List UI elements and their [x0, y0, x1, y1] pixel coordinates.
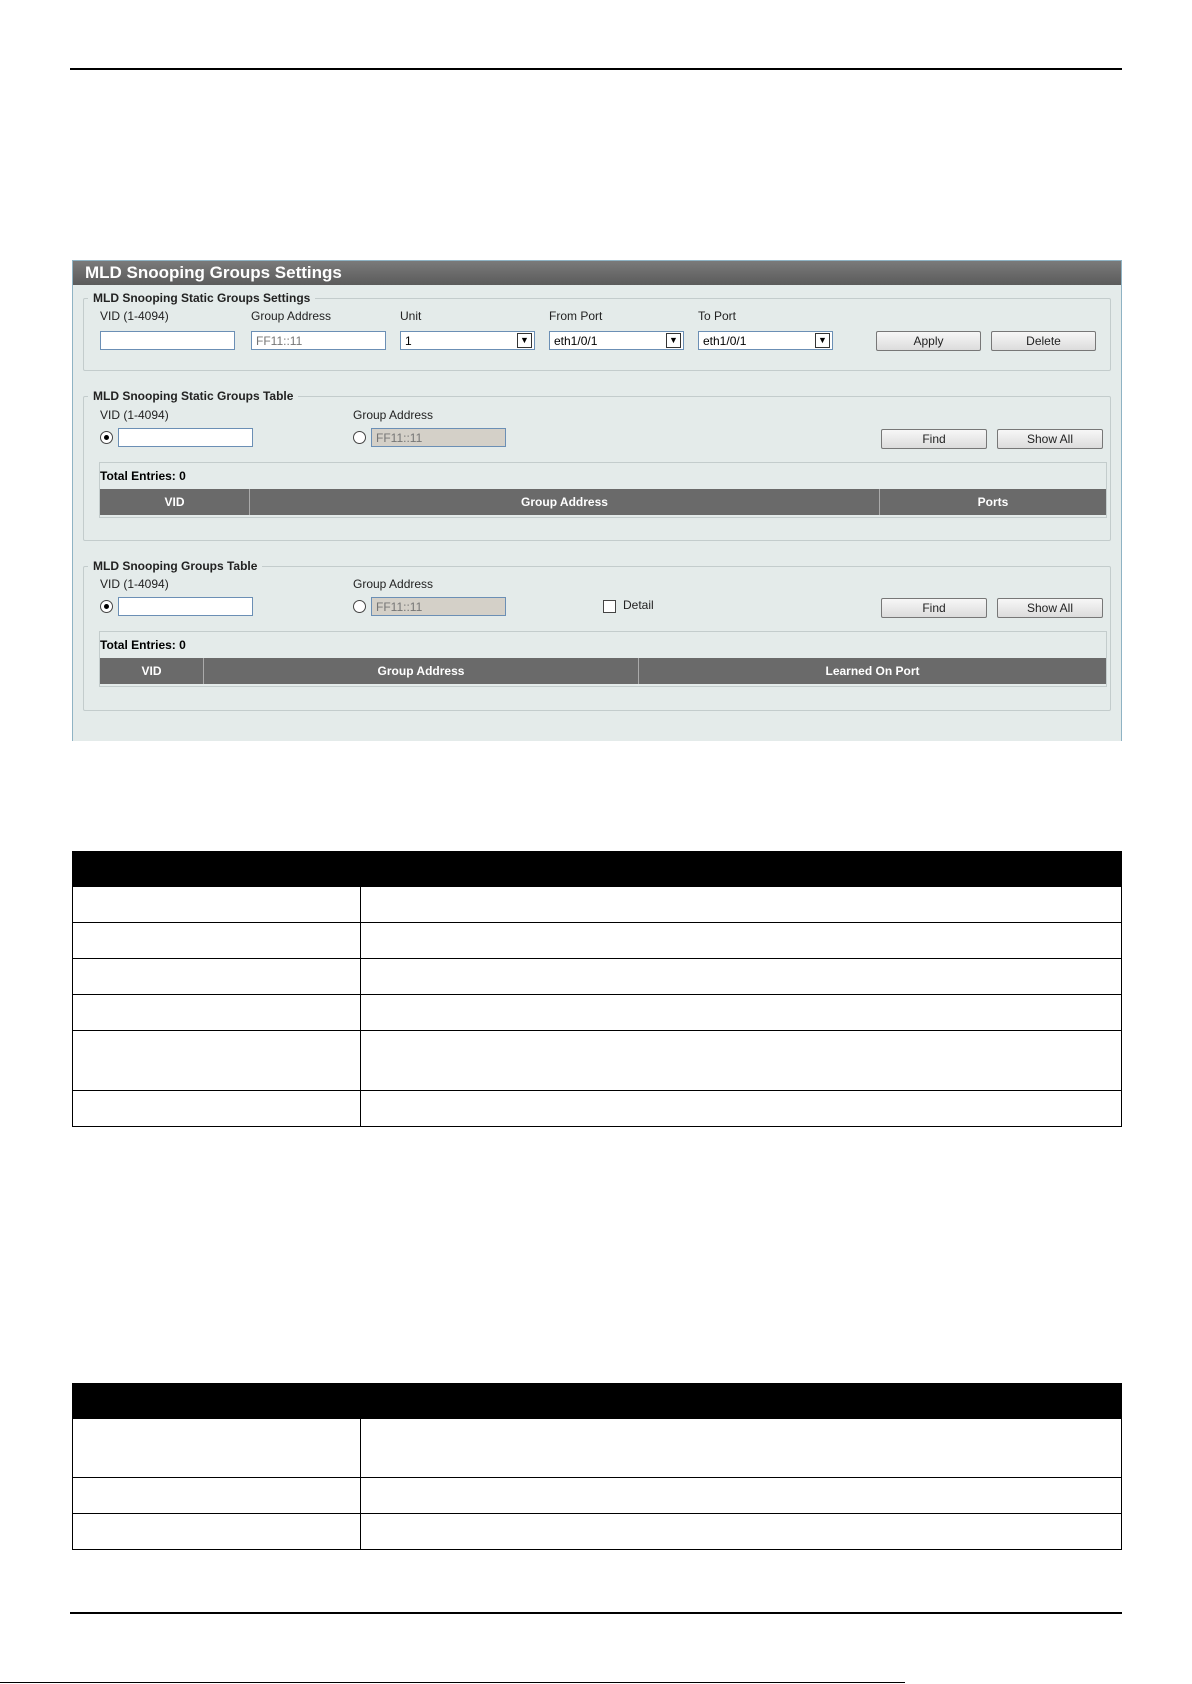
groups-table-group-label: Group Address	[353, 577, 434, 591]
groups-table-group-radio[interactable]	[353, 600, 366, 613]
chevron-down-icon: ▼	[517, 333, 532, 348]
table-row	[73, 1419, 1122, 1478]
mld-snooping-groups-panel	[72, 260, 1122, 741]
static-table-vid-input[interactable]	[118, 428, 253, 447]
delete-button[interactable]: Delete	[991, 331, 1096, 351]
table-row	[73, 1478, 1122, 1514]
parameter-table-2	[72, 1383, 1122, 1550]
detail-label: Detail	[623, 598, 654, 612]
static-table-vid-radio[interactable]	[100, 431, 113, 444]
table-row	[73, 887, 1122, 923]
static-table-group-input[interactable]	[371, 428, 506, 447]
groups-table-find-button[interactable]: Find	[881, 598, 987, 618]
unit-select[interactable]	[400, 331, 535, 350]
groups-table-vid-label: VID (1-4094)	[100, 577, 169, 591]
static-table-total-entries: Total Entries: 0	[100, 469, 186, 483]
column-header-vid: VID	[100, 658, 204, 684]
table-row	[73, 1031, 1122, 1091]
table-row	[73, 1091, 1122, 1127]
column-header-learned-on-port: Learned On Port	[825, 664, 920, 678]
static-table-group-radio[interactable]	[353, 431, 366, 444]
page-bottom-rule	[0, 1682, 905, 1683]
header-rule	[70, 68, 1122, 70]
table-row	[73, 1514, 1122, 1550]
from-port-select-value: eth1/0/1	[554, 334, 598, 348]
footer-rule	[70, 1612, 1122, 1614]
unit-label: Unit	[400, 309, 422, 323]
table-header-row	[73, 1384, 1122, 1419]
from-port-select[interactable]	[549, 331, 684, 350]
from-port-label: From Port	[549, 309, 603, 323]
column-header-vid: VID	[100, 489, 250, 515]
panel-title: MLD Snooping Groups Settings	[73, 261, 1121, 285]
apply-button[interactable]: Apply	[876, 331, 981, 351]
table-row	[73, 995, 1122, 1031]
to-port-select-value: eth1/0/1	[703, 334, 747, 348]
unit-select-value: 1	[405, 334, 412, 348]
to-port-label: To Port	[698, 309, 737, 323]
table-header-row	[73, 852, 1122, 887]
chevron-down-icon: ▼	[666, 333, 681, 348]
groups-table-group-input[interactable]	[371, 597, 506, 616]
group-address-label: Group Address	[251, 309, 332, 323]
groups-table-legend: MLD Snooping Groups Table	[93, 559, 258, 573]
groups-table-header	[100, 658, 1106, 684]
parameter-table-1	[72, 851, 1122, 1127]
static-table-header	[100, 489, 1106, 515]
groups-table-show-all-button[interactable]: Show All	[997, 598, 1103, 618]
to-port-select[interactable]	[698, 331, 833, 350]
static-groups-settings-legend: MLD Snooping Static Groups Settings	[93, 291, 311, 305]
static-table-group-label: Group Address	[353, 408, 434, 422]
group-address-input[interactable]	[251, 331, 386, 350]
detail-checkbox[interactable]	[603, 600, 616, 613]
groups-table-vid-input[interactable]	[118, 597, 253, 616]
static-table-show-all-button[interactable]: Show All	[997, 429, 1103, 449]
column-header-ports: Ports	[977, 495, 1009, 509]
static-table-vid-label: VID (1-4094)	[100, 408, 169, 422]
vid-input[interactable]	[100, 331, 235, 350]
static-table-find-button[interactable]: Find	[881, 429, 987, 449]
groups-table-vid-radio[interactable]	[100, 600, 113, 613]
column-header-group-address: Group Address	[250, 489, 880, 515]
static-groups-table-legend: MLD Snooping Static Groups Table	[93, 389, 294, 403]
groups-result-table	[99, 631, 1107, 687]
chevron-down-icon: ▼	[815, 333, 830, 348]
column-header-group-address: Group Address	[204, 658, 639, 684]
vid-label: VID (1-4094)	[100, 309, 169, 323]
groups-table-total-entries: Total Entries: 0	[100, 638, 186, 652]
table-row	[73, 923, 1122, 959]
table-row	[73, 959, 1122, 995]
static-groups-result-table	[99, 462, 1107, 518]
